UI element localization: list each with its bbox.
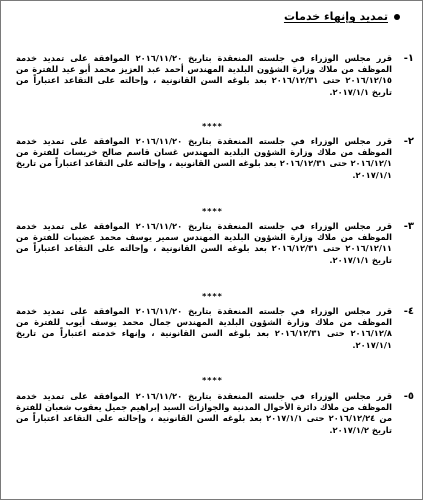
decision-item-4	[16, 306, 414, 351]
item-number: ٥-	[403, 391, 414, 402]
decision-item-2	[16, 136, 414, 181]
separator: ****	[202, 122, 223, 131]
bullet-icon	[394, 14, 400, 20]
item-text: قرر مجلس الوزراء في جلسته المنعقدة بتاريخ ٢٠١٦/١١/٢٠ الموافقة على تمديد خدمة الموظف من ملاك وزارة الشؤون البلدية المهندس غسان قاسم صالح خريسات للفترة من ٢٠١٦/١٢/١ حتى ٢٠١٦/١٢/٣١ بعد بلوغه السن القانونية ، وإحالته على التقاعد اعتباراً من تاريخ ٢٠١٧/١/١.	[16, 136, 393, 180]
decision-item-5	[16, 391, 414, 436]
item-number: ٣-	[403, 221, 414, 232]
item-text: قرر مجلس الوزراء في جلسته المنعقدة بتاريخ ٢٠١٦/١١/٢٠ الموافقة على تمديد خدمة الموظف من ملاك دائرة الأحوال المدنية والجوازات السيد إبراهيم جميل يعقوب شعبان للفترة من ٢٠١٦/١٢/٢٤ حتى ٢٠١٧/١/١ بعد بلوغه السن القانونية ، وإحالته على التقاعد اعتباراً من تاريخ ٢٠١٧/١/٢.	[16, 391, 393, 435]
separator: ****	[202, 292, 223, 301]
item-number: ٢-	[403, 136, 414, 147]
section-heading	[284, 10, 400, 23]
separator: ****	[202, 376, 223, 385]
section-title: تمديد وإنهاء خدمات	[283, 10, 388, 23]
item-text: قرر مجلس الوزراء في جلسته المنعقدة بتاريخ ٢٠١٦/١١/٢٠ الموافقة على تمديد خدمة الموظف من ملاك وزارة الشؤون البلدية المهندس سمير يوسف محمد عضيبات للفترة من ٢٠١٦/١٢/١١ حتى ٢٠١٦/١٢/٣١ بعد بلوغه السن القانونية ، وإحالته على التقاعد اعتباراً من تاريخ ٢٠١٧/١/١.	[16, 221, 393, 265]
decision-item-3	[16, 221, 414, 266]
item-text: قرر مجلس الوزراء في جلسته المنعقدة بتاريخ ٢٠١٦/١١/٢٠ الموافقة على تمديد خدمة الموظف من ملاك وزارة الشؤون البلدية المهندس أحمد عبد العزيز محمد أبو عيد للفترة من ٢٠١٦/١٢/١٥ حتى ٢٠١٦/١٢/٣١ بعد بلوغه السن القانونية ، وإحالته على التقاعد اعتباراً من تاريخ ٢٠١٧/١/١.	[16, 53, 393, 97]
item-text: قرر مجلس الوزراء في جلسته المنعقدة بتاريخ ٢٠١٦/١١/٢٠ الموافقة على تمديد خدمة الموظف من ملاك وزارة الشؤون البلدية المهندس جمال محمد يوسف أيوب للفترة من ٢٠١٦/١٢/٨ حتى ٢٠١٦/١٢/٣١ بعد بلوغه السن القانونية ، وإنهاء خدمته اعتباراً من تاريخ ٢٠١٧/١/١.	[16, 306, 393, 350]
separator: ****	[202, 207, 223, 216]
item-number: ٤-	[403, 306, 414, 317]
item-number: ١-	[403, 53, 414, 64]
decision-item-1	[16, 53, 414, 98]
